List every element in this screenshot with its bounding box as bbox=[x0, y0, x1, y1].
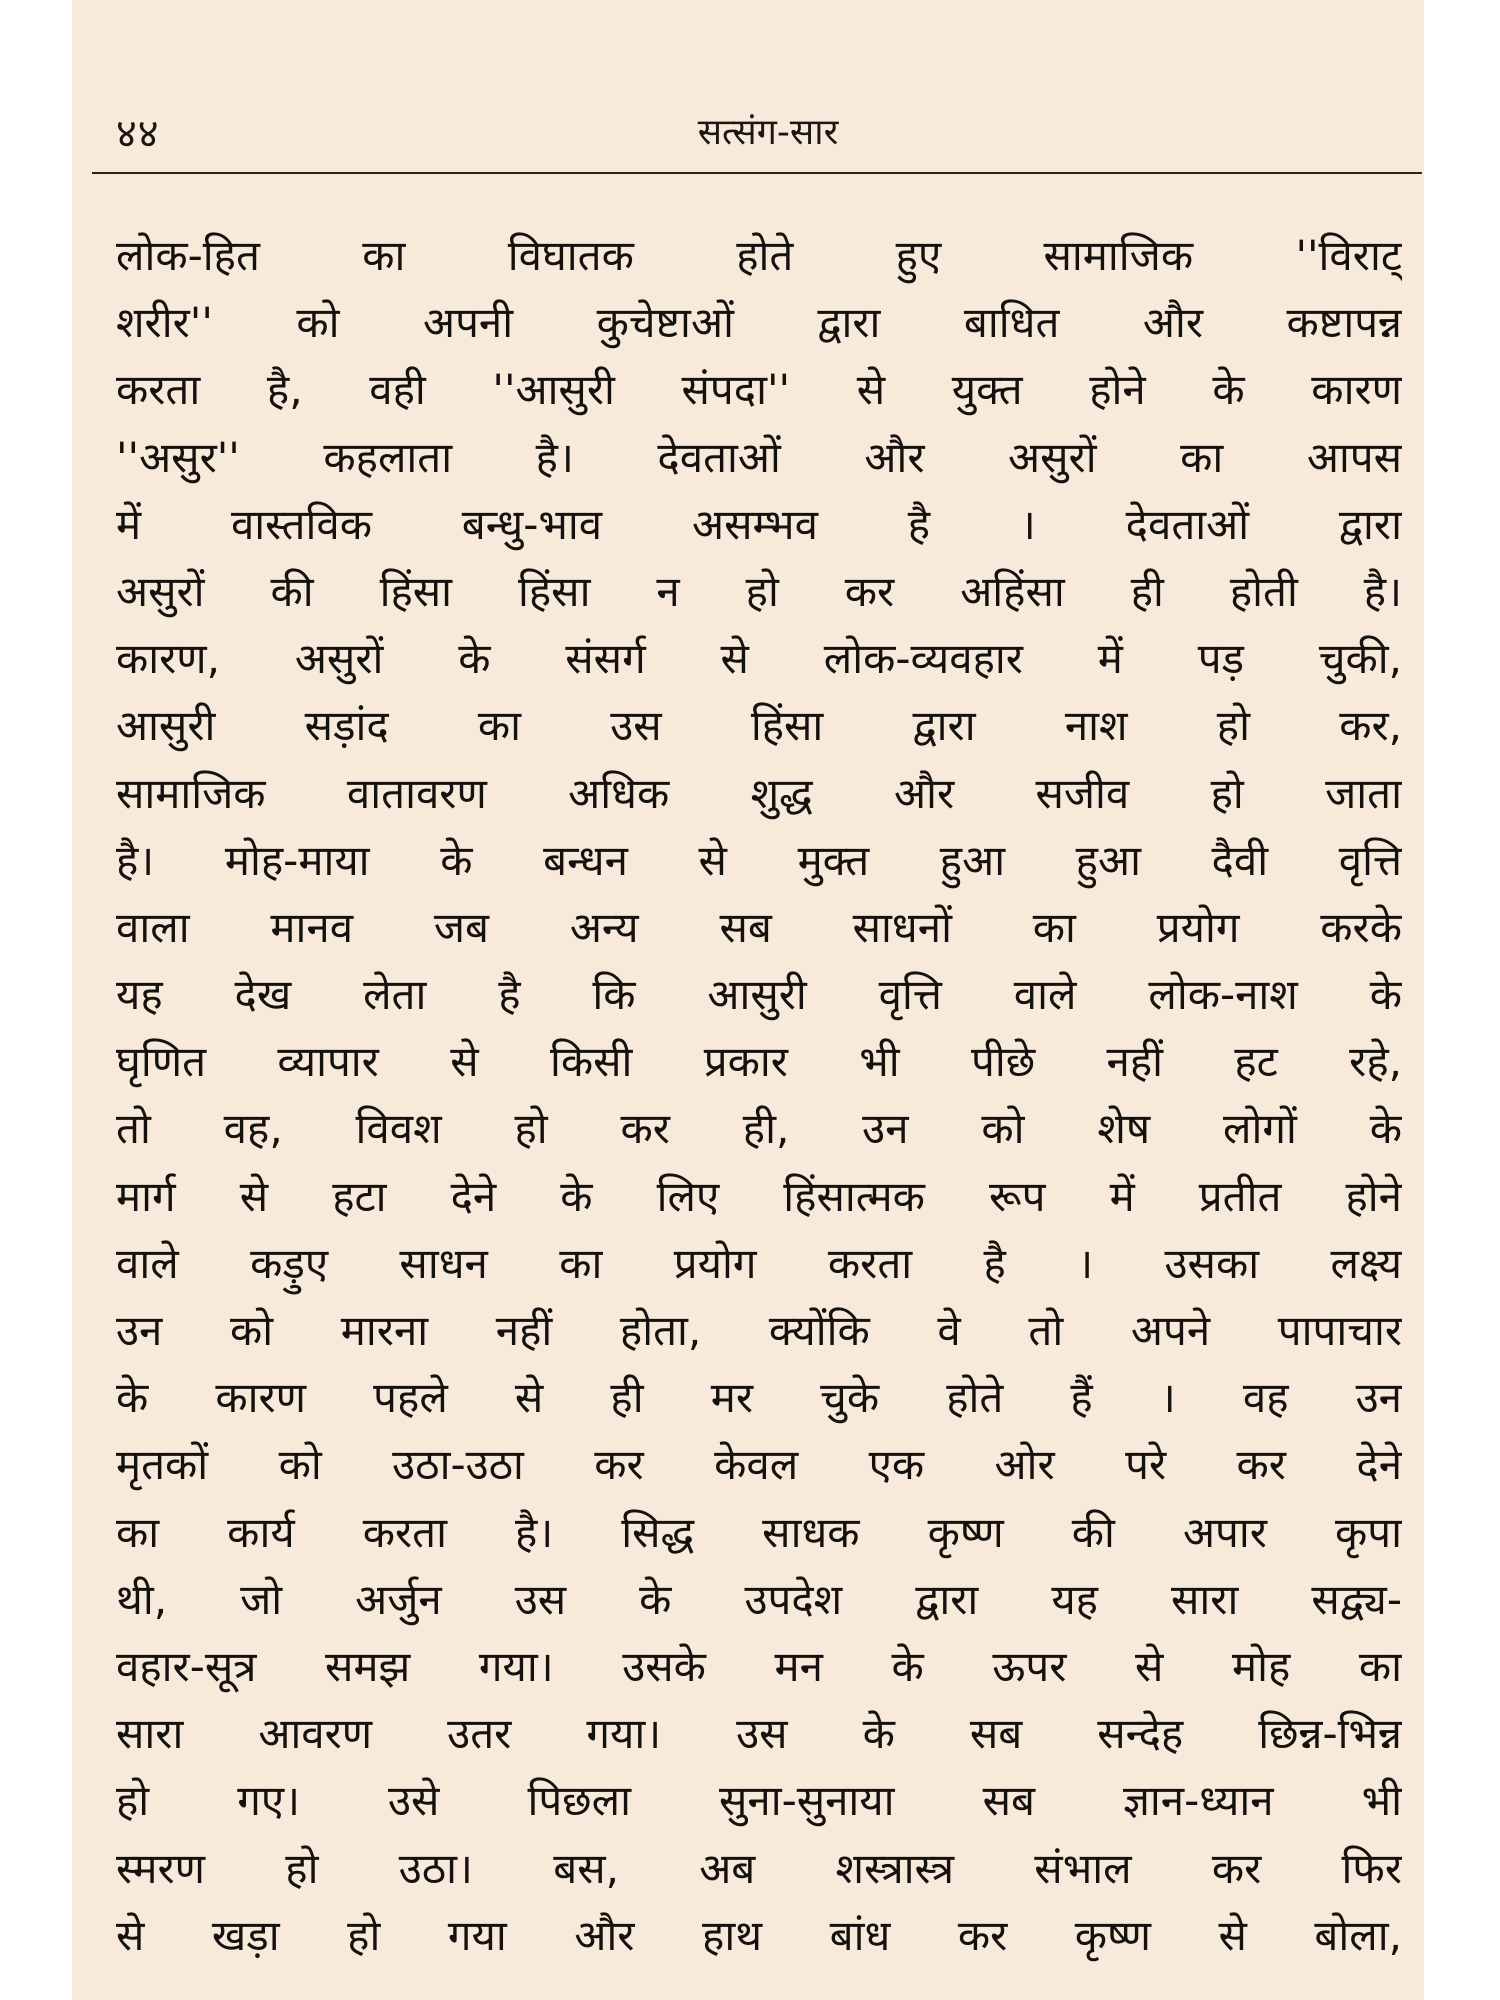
text-line: के कारण पहले से ही मर चुके होते हैं । वह उन bbox=[116, 1373, 1402, 1423]
text-line: का कार्य करता है। सिद्ध साधक कृष्ण की अपार कृपा bbox=[116, 1507, 1402, 1557]
text-line: करता है, वही ''आसुरी संपदा'' से युक्त होने के कारण bbox=[116, 365, 1402, 415]
text-line: घृणित व्यापार से किसी प्रकार भी पीछे नहीं हट रहे, bbox=[116, 1037, 1402, 1087]
text-line: उन को मारना नहीं होता, क्योंकि वे तो अपने पापाचार bbox=[116, 1306, 1402, 1355]
body-text bbox=[116, 222, 1402, 1969]
text-line: तो वह, विवश हो कर ही, उन को शेष लोगों के bbox=[116, 1104, 1402, 1154]
book-page bbox=[72, 0, 1424, 2000]
text-line: आसुरी सड़ांद का उस हिंसा द्वारा नाश हो कर, bbox=[116, 701, 1402, 751]
text-line: थी, जो अर्जुन उस के उपदेश द्वारा यह सारा सद्व्य- bbox=[116, 1574, 1402, 1624]
text-line: सामाजिक वातावरण अधिक शुद्ध और सजीव हो जाता bbox=[116, 768, 1402, 818]
text-line: है। मोह-माया के बन्धन से मुक्त हुआ हुआ दैवी वृत्ति bbox=[116, 835, 1402, 885]
text-line: वहार-सूत्र समझ गया। उसके मन के ऊपर से मोह का bbox=[116, 1641, 1402, 1691]
text-line: यह देख लेता है कि आसुरी वृत्ति वाले लोक-नाश के bbox=[116, 970, 1402, 1020]
running-title: सत्संग-सार bbox=[697, 112, 839, 153]
text-line: असुरों की हिंसा हिंसा न हो कर अहिंसा ही होती है। bbox=[116, 566, 1402, 616]
text-line: सारा आवरण उतर गया। उस के सब सन्देह छिन्न-भिन्न bbox=[116, 1709, 1402, 1759]
page-header bbox=[116, 92, 1420, 172]
text-line: में वास्तविक बन्धु-भाव असम्भव है । देवताओं द्वारा bbox=[116, 499, 1402, 549]
text-line: हो गए। उसे पिछला सुना-सुनाया सब ज्ञान-ध्यान भी bbox=[116, 1776, 1402, 1826]
text-line: वाले कड़ुए साधन का प्रयोग करता है । उसका लक्ष्य bbox=[116, 1238, 1402, 1288]
text-line: मृतकों को उठा-उठा कर केवल एक ओर परे कर देने bbox=[116, 1440, 1402, 1490]
text-line: वाला मानव जब अन्य सब साधनों का प्रयोग करके bbox=[116, 902, 1402, 952]
text-line: लोक-हित का विघातक होते हुए सामाजिक ''विराट् bbox=[116, 231, 1402, 280]
text-line: मार्ग से हटा देने के लिए हिंसात्मक रूप में प्रतीत होने bbox=[116, 1171, 1402, 1221]
text-line: ''असुर'' कहलाता है। देवताओं और असुरों का आपस bbox=[116, 432, 1402, 482]
text-line: से खड़ा हो गया और हाथ बांध कर कृष्ण से बोला, bbox=[116, 1910, 1402, 1960]
text-line: कारण, असुरों के संसर्ग से लोक-व्यवहार में पड़ चुकी, bbox=[116, 634, 1402, 684]
text-line: स्मरण हो उठा। बस, अब शस्त्रास्त्र संभाल कर फिर bbox=[116, 1843, 1402, 1893]
text-line: शरीर'' को अपनी कुचेष्टाओं द्वारा बाधित और कष्टापन्न bbox=[116, 298, 1402, 348]
page-number: ४४ bbox=[116, 111, 160, 157]
header-rule bbox=[92, 172, 1422, 174]
